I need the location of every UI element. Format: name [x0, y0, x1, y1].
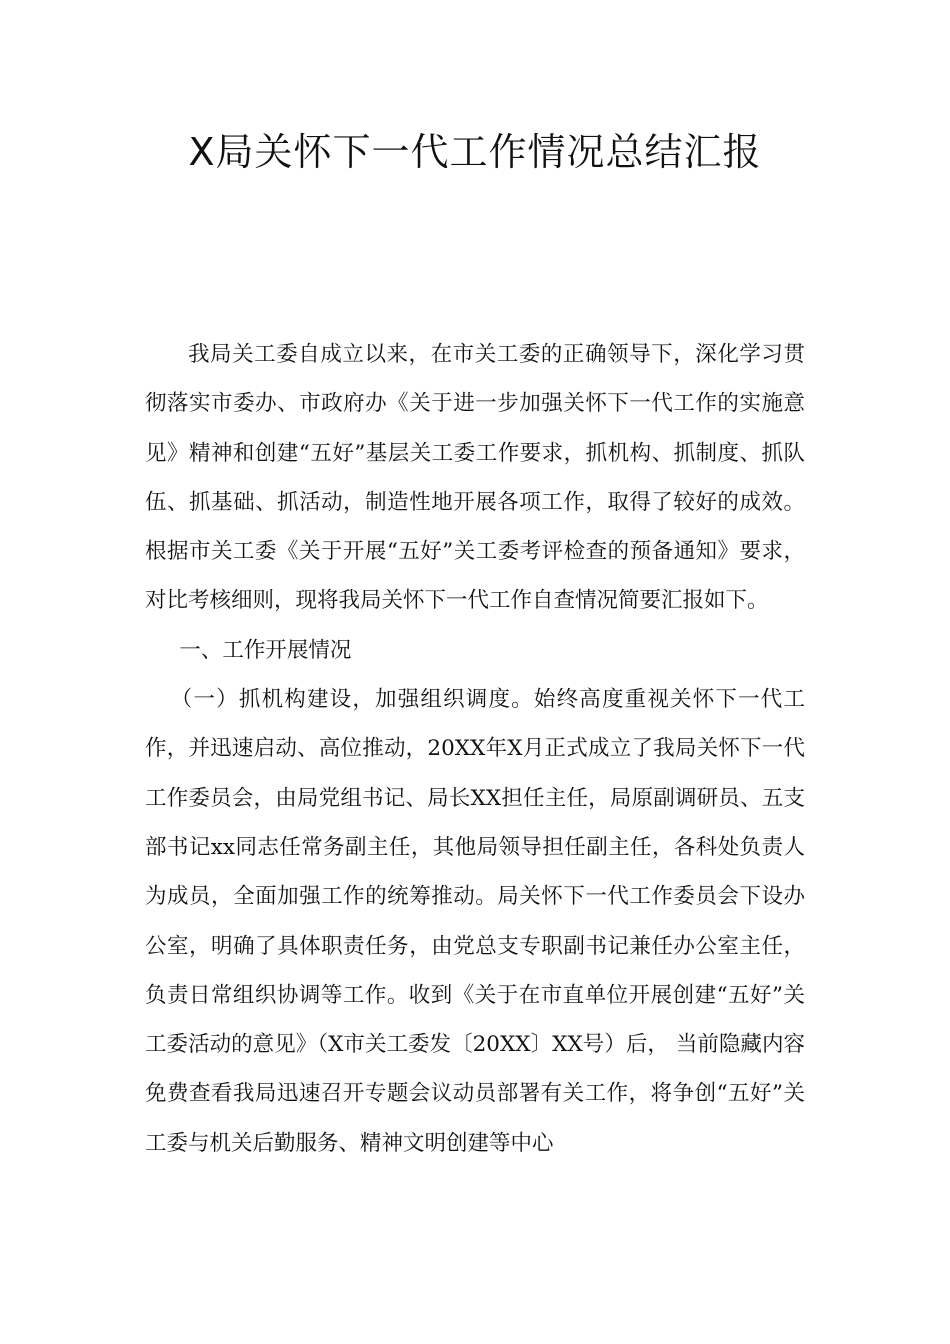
section-heading: 一、工作开展情况 [179, 637, 352, 663]
intro-paragraph: 我局关工委自成立以来，在市关工委的正确领导下，深化学习贯彻落实市委办、市政府办《关于进一步加强关怀下一代工作的实施意见》精神和创建“五好”基层关工委工作要求，抓机构、抓制度、抓队伍、抓基础、抓活动，制造性地开展各项工作，取得了较好的成效。根据市关工委《关于开展“五好”关工委考评检查的预备通知》要求，对比考核细则，现将我局关怀下一代工作自查情况简要汇报如下。 [145, 342, 805, 614]
document-title: X局关怀下一代工作情况总结汇报 [188, 130, 762, 174]
subsection-paragraph: （一）抓机构建设，加强组织调度。始终高度重视关怀下一代工作，并迅速启动、高位推动，20XX年X月正式成立了我局关怀下一代工作委员会，由局党组书记、局长XX担任主任，局原副调研员、五支部书记xx同志任常务副主任，其他局领导担任副主任，各科处负责人为成员，全面加强工作的统筹推动。局关怀下一代工作委员会下设办公室，明确了具体职责任务，由党总支专职副书记兼任办公室主任，负责日常组织协调等工作。收到《关于在市直单位开展创建“五好”关工委活动的意见》（X市关工委发〔20XX〕XX号）后， 当前隐藏内容免费查看我局迅速召开专题会议动员部署有关工作，将争创“五好”关工委与机关后勤服务、精神文明创建等中心 [145, 687, 805, 1156]
document-body [145, 330, 805, 1168]
